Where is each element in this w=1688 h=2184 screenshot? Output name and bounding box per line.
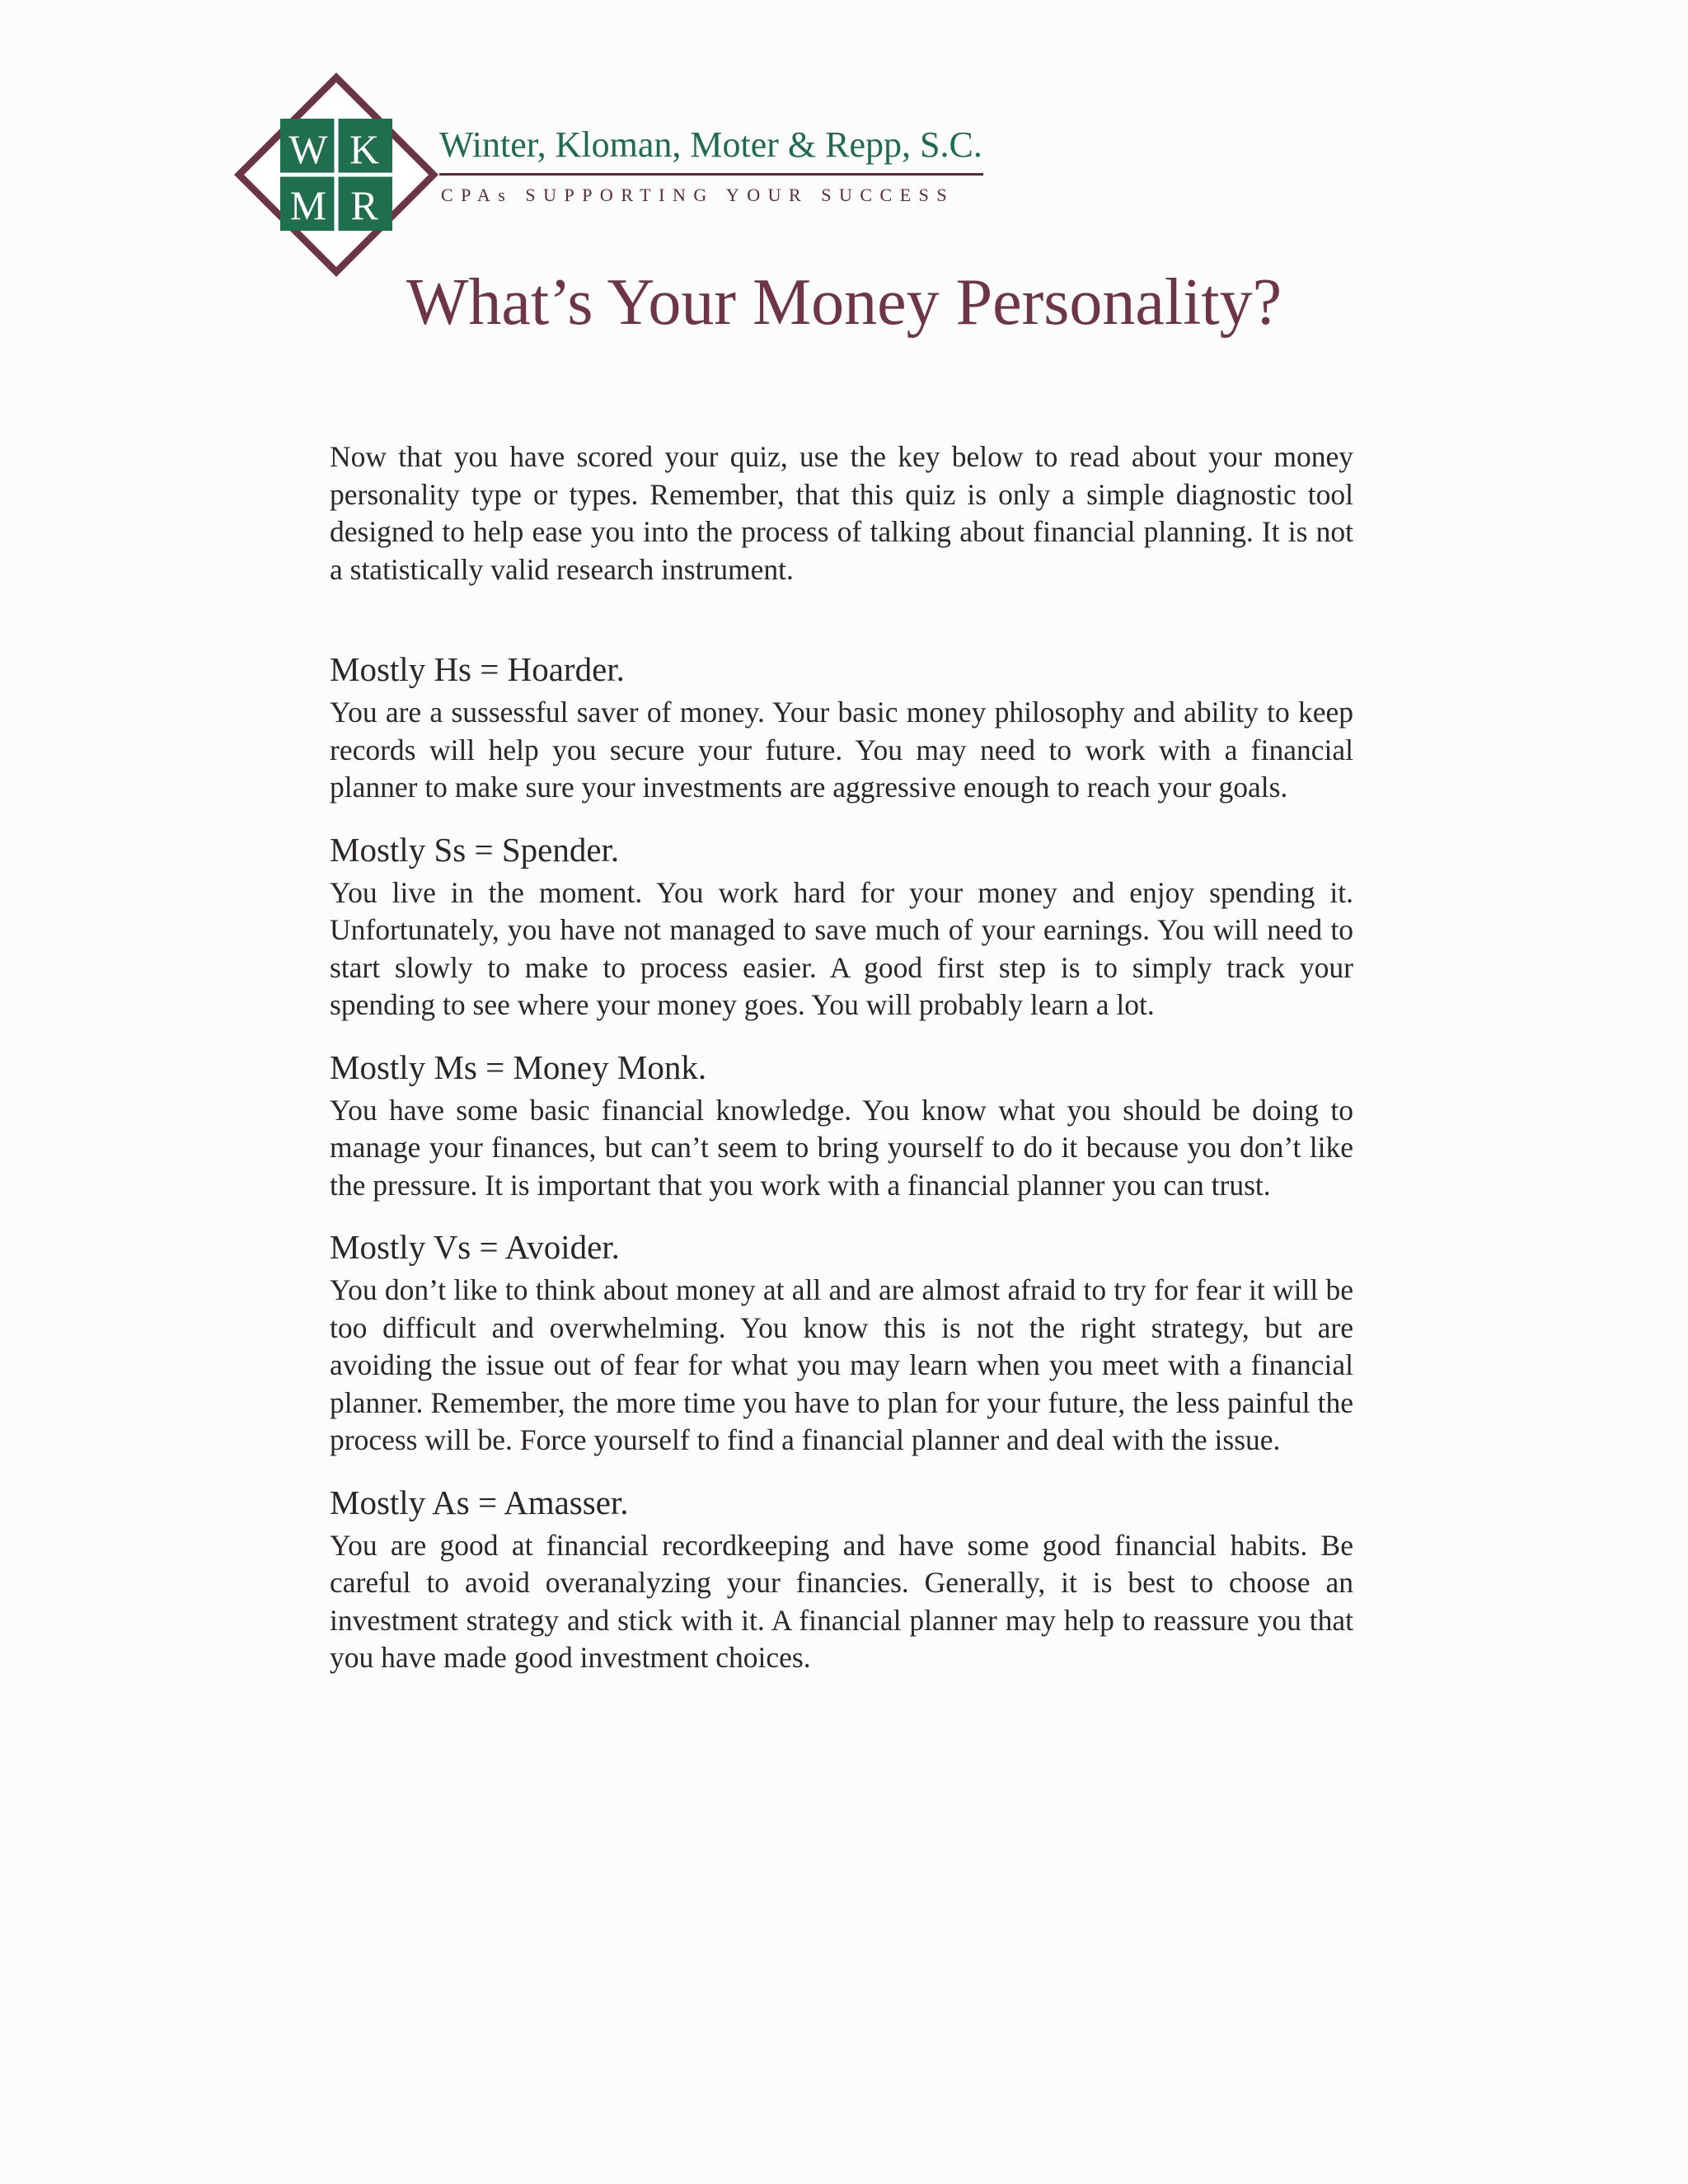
section-body: You are a sussessful saver of money. Your basic money philosophy and ability to keep records will help you secure your future. You may need to work with a financial planner to make sure your investments are aggressive enough to reach your goals. bbox=[330, 696, 1353, 804]
page-title: What’s Your Money Personality? bbox=[406, 266, 1282, 339]
logo-letter-m: M bbox=[289, 182, 327, 228]
section-heading: Mostly Ms = Money Monk. bbox=[330, 1047, 707, 1086]
firm-tagline: CPAs SUPPORTING YOUR SUCCESS bbox=[441, 185, 955, 205]
logo-letter-k: K bbox=[349, 126, 380, 172]
intro-paragraph: Now that you have scored your quiz, use the key below to read about your money personality type or types. Remember, that this quiz is only a simple diagnostic tool designed to help ease you into the process of talking about financial planning. It is not a statistically valid research instrument. bbox=[330, 440, 1353, 586]
section-body: You don’t like to think about money at all and are almost afraid to try for fear it will be too difficult and overwhelming. You know this is not the right strategy, but are avoiding the issue out of fear for what you may learn when you meet with a financial planner. Remember, the more time you have to plan for your future, the less painful the process will be. Force yourself to find a financial planner and deal with the issue. bbox=[330, 1273, 1353, 1456]
section-heading: Mostly Hs = Hoarder. bbox=[330, 650, 625, 688]
section-heading: Mostly Vs = Avoider. bbox=[330, 1228, 620, 1266]
document-body bbox=[330, 438, 1353, 1697]
section-spender bbox=[330, 827, 1353, 1024]
firm-name: Winter, Kloman, Moter & Repp, S.C. bbox=[439, 124, 982, 165]
wkmr-logo bbox=[232, 71, 440, 279]
section-money-monk bbox=[330, 1044, 1353, 1205]
logo-letter-w: W bbox=[288, 126, 328, 172]
section-avoider bbox=[330, 1224, 1353, 1460]
logo-letter-r: R bbox=[350, 182, 378, 228]
section-body: You are good at financial recordkeeping and have some good financial habits. Be careful to avoid overanalyzing your financies. Generally, it is best to choose an investment strategy and stick with it. A financial planner may help to reassure you that you have made good investment choices. bbox=[330, 1528, 1353, 1674]
letterhead-divider bbox=[439, 173, 983, 176]
section-heading: Mostly As = Amasser. bbox=[330, 1483, 629, 1521]
section-body: You have some basic financial knowledge. You know what you should be doing to manage your finances, but can’t seem to bring yourself to do it because you don’t like the pressure. It is important that you work with a financial planner you can trust. bbox=[330, 1093, 1353, 1202]
section-hoarder bbox=[330, 646, 1353, 807]
section-amasser bbox=[330, 1479, 1353, 1677]
section-heading: Mostly Ss = Spender. bbox=[330, 830, 620, 869]
section-body: You live in the moment. You work hard for your money and enjoy spending it. Unfortunately, you have not managed to save much of your earnings. You will need to start slowly to make to process easier. A good first step is to simply track your spending to see where your money goes. You will probably learn a lot. bbox=[330, 875, 1353, 1021]
